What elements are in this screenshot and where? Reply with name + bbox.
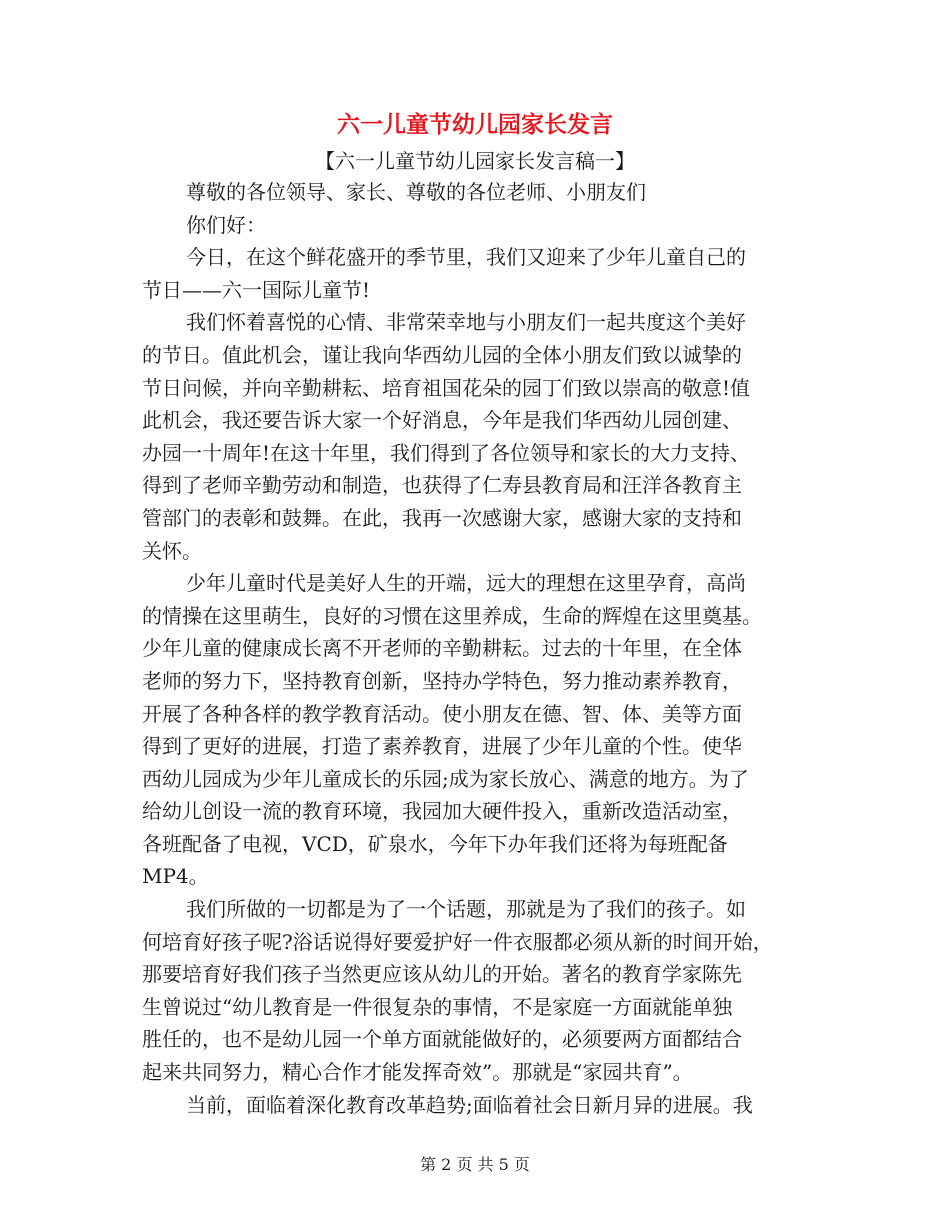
- text-line: 得到了更好的进展，打造了素养教育，进展了少年儿童的个性。使华: [142, 734, 742, 759]
- text-line: 那要培育好我们孩子当然更应该从幼儿的开始。著名的教育学家陈先: [142, 962, 742, 987]
- text-line: 西幼儿园成为少年儿童成长的乐园;成为家长放心、满意的地方。为了: [142, 766, 749, 791]
- text-line: 胜任的，也不是幼儿园一个单方面就能做好的，必须要两方面都结合: [142, 1027, 742, 1052]
- text-line: 少年儿童时代是美好人生的开端，远大的理想在这里孕育，高尚: [186, 571, 746, 596]
- text-line: MP4。: [142, 864, 209, 889]
- page-footer: 第 2 页 共 5 页: [420, 1155, 530, 1174]
- text-line: 各班配备了电视，VCD，矿泉水，今年下办年我们还将为每班配备: [142, 831, 728, 856]
- text-line: 办园一十周年!在这十年里，我们得到了各位领导和家长的大力支持、: [142, 440, 751, 465]
- text-line: 管部门的表彰和鼓舞。在此，我再一次感谢大家，感谢大家的支持和: [142, 505, 742, 530]
- text-line: 何培育好孩子呢?浴话说得好要爱护好一件衣服都必须从新的时间开始，: [142, 929, 773, 954]
- text-line: 节日——六一国际儿童节!: [142, 277, 371, 302]
- document-body: [142, 176, 812, 1121]
- text-line: 关怀。: [142, 538, 202, 563]
- text-line: 老师的努力下，坚持教育创新，坚持办学特色，努力推动素养教育，: [142, 668, 742, 693]
- text-line: 尊敬的各位领导、家长、尊敬的各位老师、小朋友们: [186, 180, 646, 204]
- text-line: 的情操在这里萌生，良好的习惯在这里养成，生命的辉煌在这里奠基。: [142, 603, 762, 628]
- text-line: 开展了各种各样的教学教育活动。使小朋友在德、智、体、美等方面: [142, 701, 742, 726]
- text-line: 生曾说过“幼儿教育是一件很复杂的事情，不是家庭一方面就能单独: [142, 994, 733, 1019]
- text-line: 当前，面临着深化教育改革趋势;面临着社会日新月异的进展。我: [186, 1092, 753, 1117]
- text-line: 得到了老师辛勤劳动和制造，也获得了仁寿县教育局和汪洋各教育主: [142, 473, 742, 498]
- text-line: 你们好：: [186, 212, 266, 237]
- document-title: 六一儿童节幼儿园家长发言: [337, 111, 613, 138]
- text-line: 此机会，我还要告诉大家一个好消息，今年是我们华西幼儿园创建、: [142, 408, 742, 433]
- text-line: 给幼儿创设一流的教育环境，我园加大硬件投入，重新改造活动室，: [142, 799, 742, 824]
- text-line: 起来共同努力，精心合作才能发挥奇效”。那就是“家园共育”。: [142, 1060, 693, 1085]
- text-line: 我们所做的一切都是为了一个话题，那就是为了我们的孩子。如: [186, 897, 746, 922]
- text-line: 节日问候，并向辛勤耕耘、培育祖国花朵的园丁们致以崇高的敬意!值: [142, 375, 751, 400]
- text-line: 今日，在这个鲜花盛开的季节里，我们又迎来了少年儿童自己的: [186, 245, 746, 270]
- document-subtitle: 【六一儿童节幼儿园家长发言稿一】: [315, 149, 635, 173]
- text-line: 我们怀着喜悦的心情、非常荣幸地与小朋友们一起共度这个美好: [186, 310, 746, 335]
- text-line: 少年儿童的健康成长离不开老师的辛勤耕耘。过去的十年里，在全体: [142, 636, 742, 661]
- text-line: 的节日。值此机会，谨让我向华西幼儿园的全体小朋友们致以诚挚的: [142, 342, 742, 367]
